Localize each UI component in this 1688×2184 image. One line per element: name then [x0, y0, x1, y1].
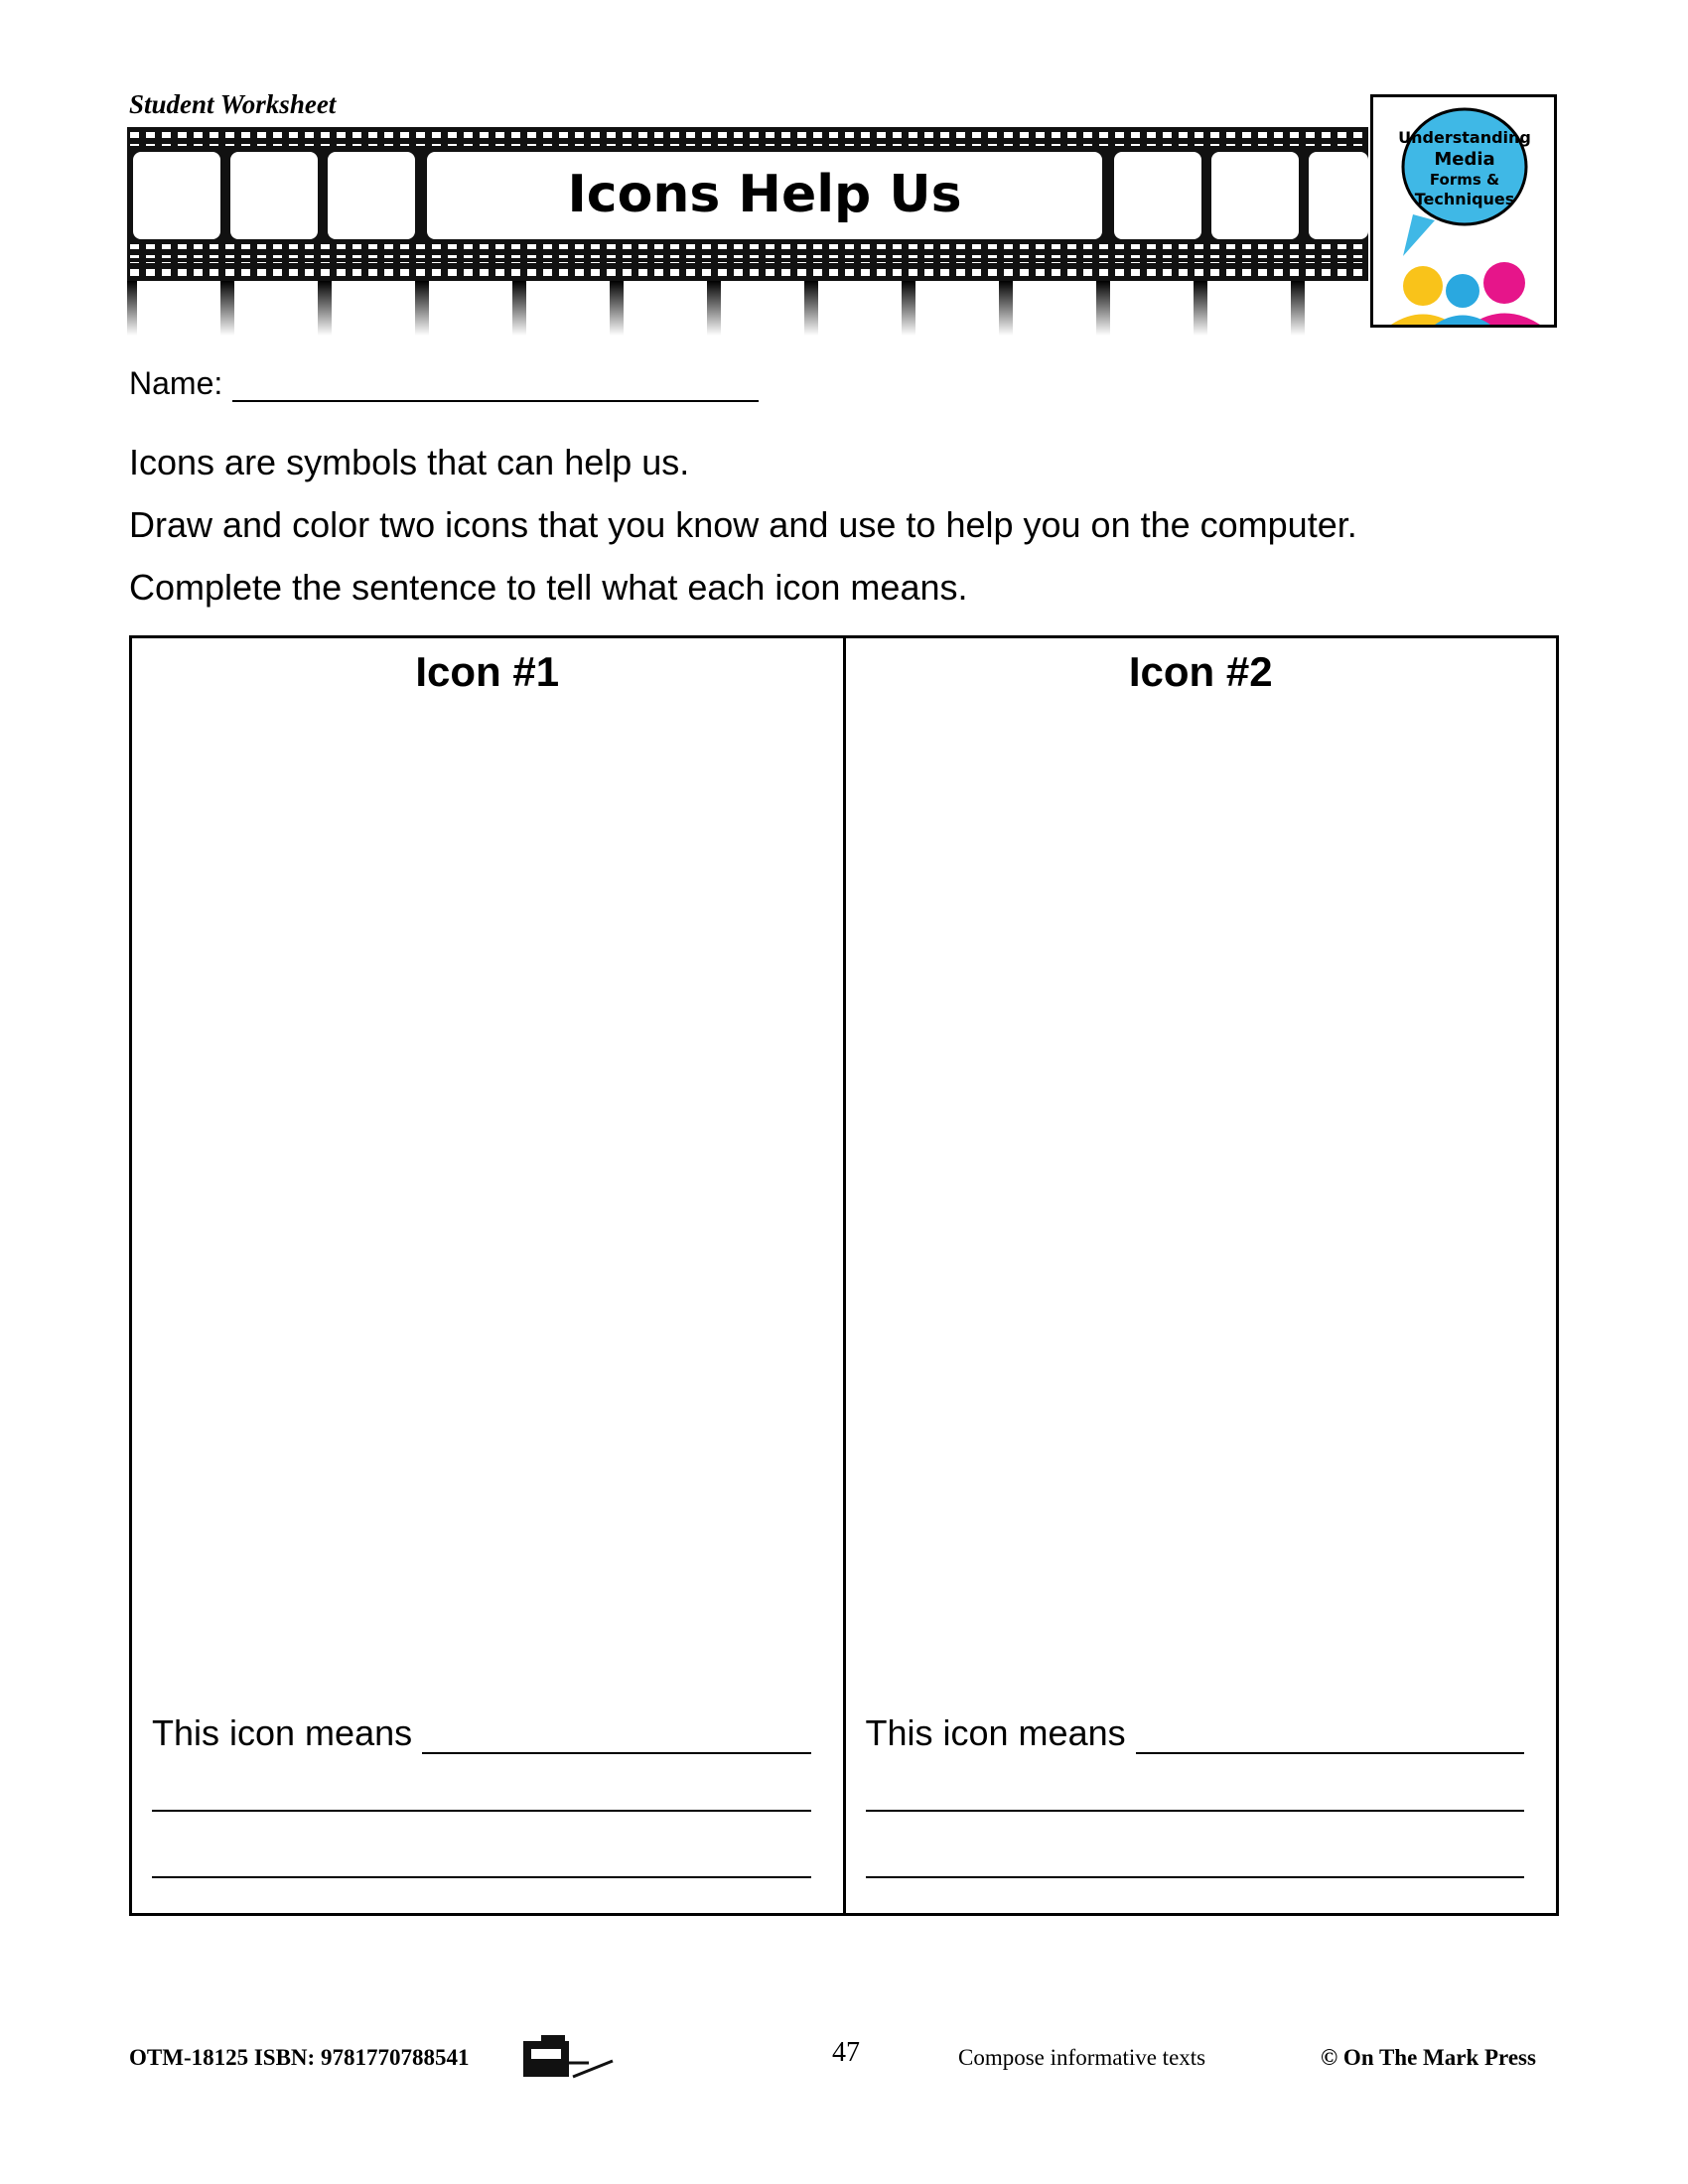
name-label: Name:: [129, 365, 223, 401]
page-number: 47: [832, 2037, 860, 2068]
icon-drawing-table: [129, 635, 1559, 1916]
logo-text-line-2: Media: [1434, 149, 1495, 170]
film-strip-banner: [127, 127, 1368, 336]
footer-code-isbn: OTM-18125 ISBN: 9781770788541: [129, 2045, 470, 2070]
writing-line[interactable]: [866, 1810, 1525, 1812]
footer-standard: Compose informative texts: [958, 2045, 1206, 2070]
instruction-line-1: Icons are symbols that can help us.: [129, 442, 690, 482]
name-input-line[interactable]: [232, 366, 759, 402]
writing-line[interactable]: [152, 1876, 811, 1878]
meaning-answer-line[interactable]: [1136, 1718, 1524, 1754]
icon-column-1[interactable]: [132, 638, 843, 1913]
instruction-line-3: Complete the sentence to tell what each icon means.: [129, 567, 968, 608]
logo-text-line-3: Forms &: [1429, 171, 1500, 189]
computer-icon: [521, 2033, 616, 2083]
meaning-sentence: [152, 1712, 811, 1754]
writing-line[interactable]: [866, 1876, 1525, 1878]
meaning-prompt: This icon means: [152, 1712, 413, 1753]
logo-text-line-4: Techniques: [1414, 190, 1515, 208]
icon-column-2[interactable]: [843, 638, 1557, 1913]
logo-text-line-1: Understanding: [1398, 128, 1531, 147]
writing-line[interactable]: [152, 1810, 811, 1812]
footer-publisher: © On The Mark Press: [1321, 2045, 1536, 2070]
meaning-answer-line[interactable]: [422, 1718, 810, 1754]
worksheet-label: Student Worksheet: [129, 89, 337, 119]
series-logo: [1370, 94, 1557, 328]
meaning-sentence: [866, 1712, 1525, 1754]
page-title: Icons Help Us: [567, 165, 962, 224]
instruction-line-2: Draw and color two icons that you know and use to help you on the computer.: [129, 504, 1357, 545]
icon-column-title: Icon #2: [1128, 648, 1273, 695]
meaning-prompt: This icon means: [865, 1712, 1126, 1753]
icon-column-title: Icon #1: [415, 648, 560, 695]
name-field: [129, 365, 759, 402]
